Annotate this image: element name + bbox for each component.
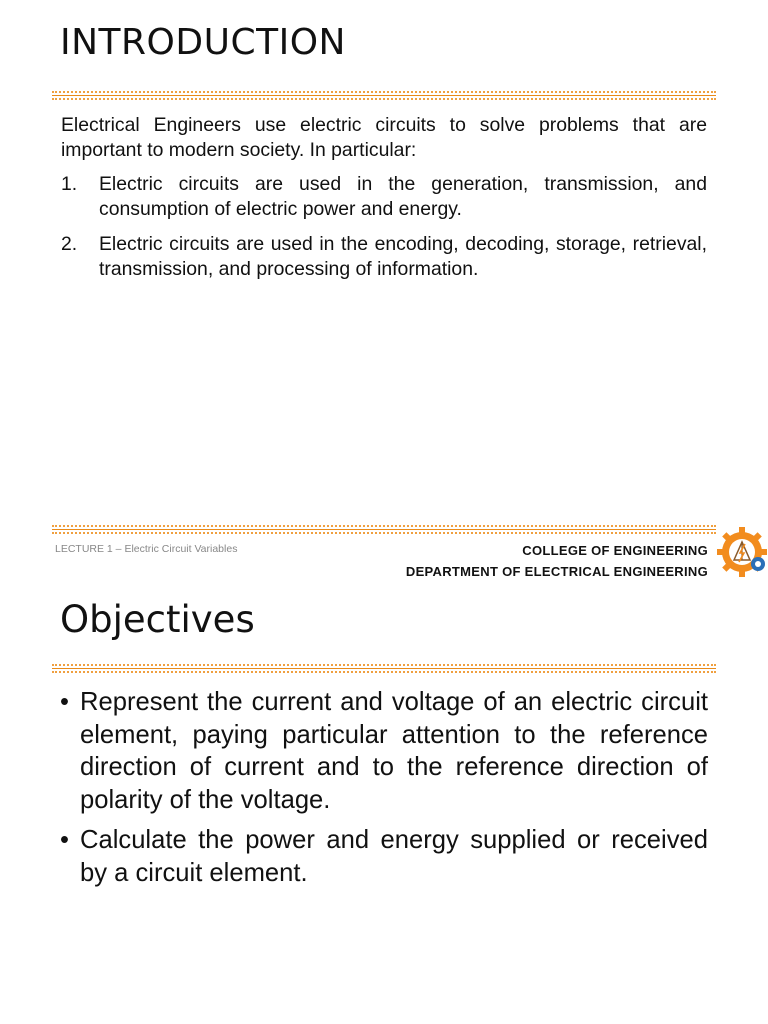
list-item [60, 686, 708, 816]
title-divider [52, 664, 716, 673]
title-divider [52, 91, 716, 100]
slide-title: INTRODUCTION [60, 22, 346, 63]
list-item-text: Electric circuits are used in the generation, transmission, and consumption of electric power and energy. [99, 173, 707, 220]
institution-block [406, 540, 708, 582]
slide-title: Objectives [60, 598, 255, 641]
list-item-text: Represent the current and voltage of an electric circuit element, paying particular attention to the reference direction of current and to the reference direction of polarity of the voltage. [80, 688, 708, 814]
list-number: 1. [61, 173, 78, 195]
slide-objectives [0, 580, 768, 1024]
slide-body [61, 113, 707, 292]
footer-divider [52, 525, 716, 534]
bullet-list [60, 686, 708, 889]
college-gear-logo-icon [714, 524, 768, 580]
slide-body [60, 686, 708, 897]
list-item-text: Calculate the power and energy supplied or received by a circuit element. [80, 826, 708, 887]
list-number: 2. [61, 233, 78, 255]
list-item [61, 232, 707, 282]
bullet-mark: • [60, 826, 69, 854]
numbered-list [61, 172, 707, 282]
lecture-label: LECTURE 1 – Electric Circuit Variables [55, 543, 238, 555]
intro-paragraph: Electrical Engineers use electric circuits to solve problems that are important to modern society. In particular: [61, 114, 707, 161]
list-item-text: Electric circuits are used in the encoding, decoding, storage, retrieval, transmission, and processing of information. [99, 233, 707, 280]
list-item [61, 172, 707, 222]
college-name: COLLEGE OF ENGINEERING [522, 543, 708, 558]
list-item [60, 824, 708, 889]
department-name: DEPARTMENT OF ELECTRICAL ENGINEERING [405, 564, 708, 579]
bullet-mark: • [60, 688, 69, 716]
